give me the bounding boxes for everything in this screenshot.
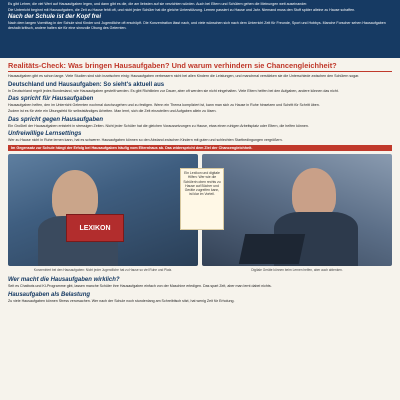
photo-row [8,154,392,266]
section-heading-deutschland: Deutschland und Hausaufgaben: So sieht's aktuell aus [8,81,165,88]
top-paragraph-2: Die Unterricht beginnt mit Hausaufgaben, die Zeit zu Hause fehlt oft, und nicht jeder Schüler hat die gleiche Unterstützung. Lernen passiert zu Hause und Jahr. Niemand muss den Stoff später alleine zu Hause schaffen. [8,7,356,12]
photo-student-reading [8,154,198,266]
section-text-pro-2: Zudem ist es für viele ein Übungsfeld für selbstständiges Arbeiten. Man lernt, sich die Zeit einzuteilen und Aufgaben allein zu lösen. [8,109,217,113]
photo-student-laptop [183,154,392,266]
laptop-icon [239,234,305,264]
section-heading-pro: Das spricht für Hausaufgaben [8,96,94,102]
section-text-contra: Ein Großteil der Hausaufgaben entsteht in stressigen Zeiten. Nicht jeder Schüler hat die gleichen Voraussetzungen zu Hause, etwa einen ruhigen Arbeitsplatz oder Eltern, die helfen können. [8,123,309,128]
photo-caption-1: Konzentriert bei den Hausaufgaben: Nicht jeder Jugendliche hat zu Hause so viel Ruhe und Platz. [33,268,173,273]
top-band [0,0,400,58]
section-heading-contra: Das spricht gegen Hausaufgaben [8,116,104,123]
article-banner-title: Realitäts-Check: Was bringen Hausaufgaben? Und warum verhindern sie Chancengleichheit? [8,61,392,72]
section-text-deutschland: In Deutschland regelt jedes Bundesland, wie Hausaufgaben gestellt werden. Es gibt Richtlinien zur Dauer, aber oft werden sie nicht eingehalten. Viele Eltern helfen bei den Aufgaben, andere können das nicht. [8,88,339,93]
section-text-pro-1: Hausaufgaben helfen, den im Unterricht Gelernten nochmal durchzugehen und zu festigen. Wenn ein Thema kompliziert ist, kann man sich zu Hause in Ruhe hinsetzen und Schritt für Schritt üben. [8,103,320,107]
top-paragraph-3: Nach dem langen Vormittag in der Schule sind Kinder und Jugendliche oft erschöpft. Die Konzentration lässt nach, und viele wünschen sich nach dem Unterricht Zeit für Freunde, Sport und Hobbys. Manche Forscher sehen Hausaufgaben deshalb kritisch, andere halten sie für eine sinnvolle Übung des Gelernten. [8,21,386,30]
section-heading-wer: Wer macht die Hausaufgaben wirklich? [8,277,120,284]
section-text-lernsettings: Wer zu Hause nicht in Ruhe lernen kann, hat es schwerer. Hausaufgaben können so den Abstand zwischen Kindern mit guten und schlechten Startbedingungen vergrößern. [8,138,283,142]
top-heading: Nach der Schule ist der Kopf frei [8,14,102,21]
photo-info-box: Ein Lexikon und digitale Hilfen: Wer wie die Schülerin oben rechts zu Hause auf Bücher und Geräte zugreifen kann, ist klar im Vorteil. [180,168,224,230]
photo-captions [8,268,392,274]
highlight-box: Im Gegensatz zur Schule hängt der Erfolg bei Hausaufgaben häufig vom Elternhaus ab. Das widerspricht dem Ziel der Chancengleichheit. [8,145,392,152]
section-heading-belastung: Hausaufgaben als Belastung [8,291,91,298]
photo-caption-2: Digitale Geräte können beim Lernen helfen, aber auch ablenken. [251,268,343,273]
lexikon-book: LEXIKON [66,214,124,242]
top-paragraph-1: Es gibt Lehrer, die viel Wert auf Hausaufgaben legen, und dann gibt es die, die am liebsten auf sie verzichten würden. Auch bei Eltern und Schülern gehen die Meinungen weit auseinander. [8,2,308,6]
intro-paragraph: Hausaufgaben gibt es schon lange. Viele Studien sind sich inzwischen einig: Hausaufgaben verbessern nicht bei allen Kindern die Leistungen, und manchmal verstärken sie die Unterschiede zwischen den Schülern sogar. [8,74,360,78]
article-content [0,58,400,303]
section-text-wer: Seit es Chatbots und KI-Programme gibt, lassen manche Schüler ihre Hausaufgaben einfach von der Maschine erledigen. Das spart Zeit, aber man lernt dabei nichts. [8,284,272,289]
section-heading-lernsettings: Unfreiwillige Lernsettings [8,131,82,137]
section-text-belastung: Zu viele Hausaufgaben können Stress verursachen. Wer nach der Schule noch stundenlang am Schreibtisch sitzt, hat wenig Zeit für Erholung. [8,298,235,303]
